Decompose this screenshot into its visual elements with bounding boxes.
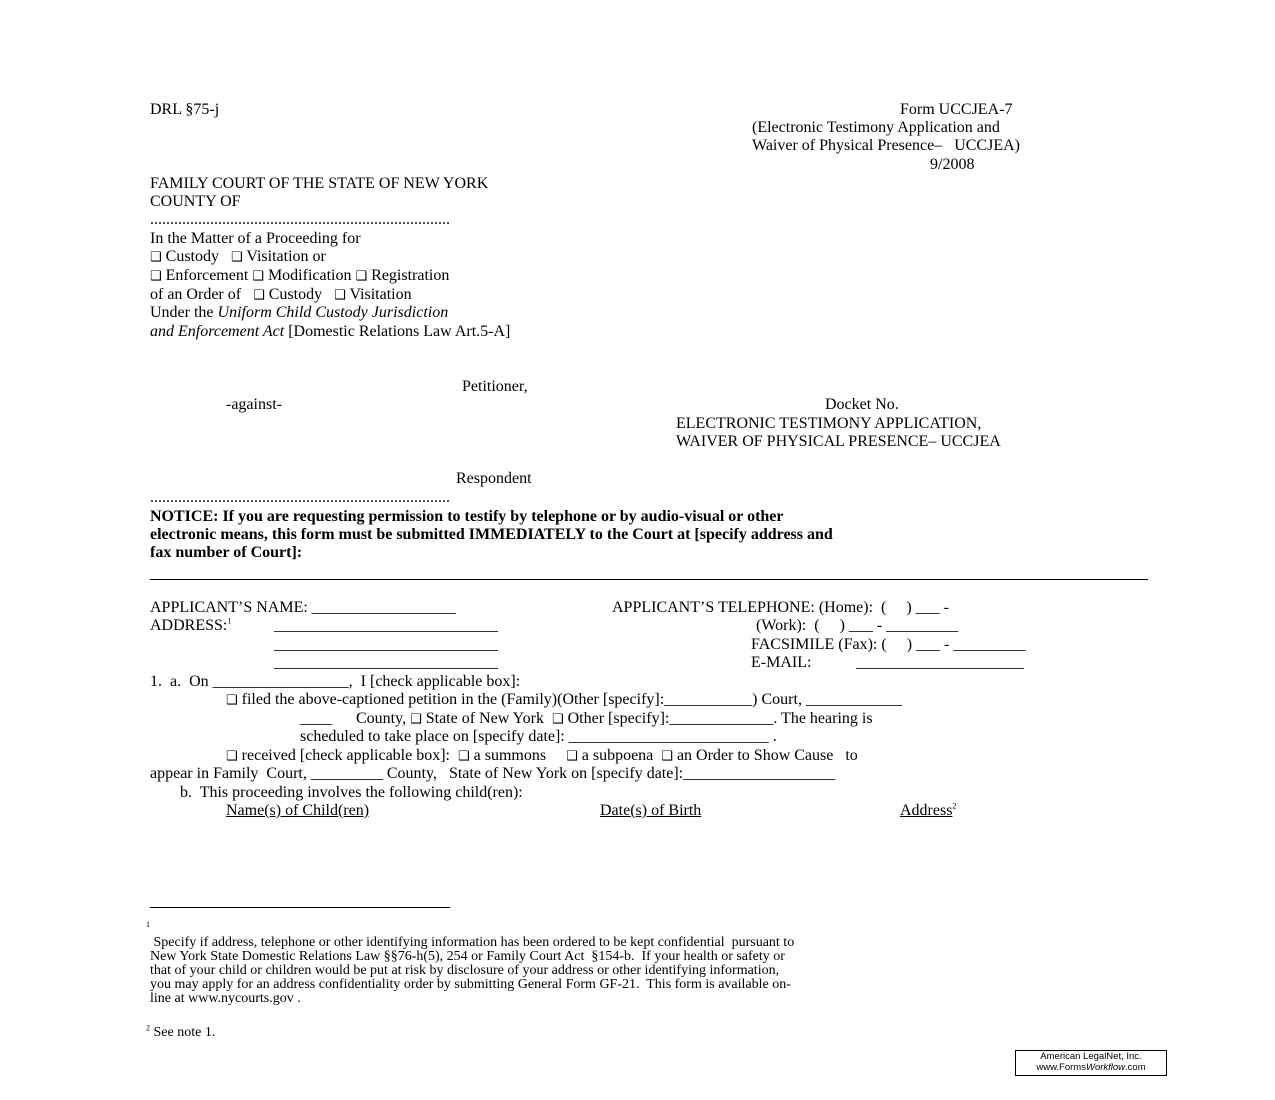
- footnote-2: [146, 1023, 216, 1040]
- registration-label: Registration: [371, 267, 450, 284]
- court-name: FAMILY COURT OF THE STATE OF NEW YORK: [150, 175, 489, 192]
- modification-checkbox[interactable]: ❑: [252, 269, 264, 284]
- notice-line-1: NOTICE: If you are requesting permission to testify by telephone or by audio-visual or other: [150, 508, 784, 525]
- other-state-label: Other [specify]:_____________. The hearing is: [567, 710, 873, 727]
- applicant-name-field[interactable]: APPLICANT’S NAME: __________________: [150, 599, 456, 616]
- publisher-url-part-2: Workflow: [1085, 1061, 1126, 1073]
- publisher-url: [1016, 1063, 1166, 1074]
- county-label: COUNTY OF: [150, 193, 241, 210]
- filed-checkbox[interactable]: ❑: [226, 693, 238, 708]
- caption-act-line-1: [150, 304, 448, 322]
- court-address-line[interactable]: [150, 579, 1148, 580]
- act-name-part-2: and Enforcement Act: [150, 323, 285, 340]
- publisher-url-part-1: www.Forms: [1036, 1061, 1086, 1073]
- other-state-checkbox[interactable]: ❑: [551, 712, 564, 727]
- caption-matter-line: In the Matter of a Proceeding for: [150, 230, 361, 247]
- form-date: 9/2008: [930, 156, 975, 173]
- enforcement-checkbox[interactable]: ❑: [150, 269, 162, 284]
- caption-dots-bottom: ...........................................................................: [150, 489, 450, 506]
- filed-line: [226, 691, 902, 710]
- county-text: County,: [356, 710, 407, 727]
- form-description-2: Waiver of Physical Presence– UCCJEA): [752, 137, 1020, 154]
- visitation-label: Visitation or: [246, 248, 326, 265]
- visitation-checkbox[interactable]: ❑: [231, 250, 243, 265]
- item-1a-label: 1. a. On: [150, 673, 209, 690]
- order-custody-label: Custody: [268, 286, 323, 303]
- subpoena-label: a subpoena: [581, 747, 654, 764]
- enforcement-label: Enforcement: [165, 267, 249, 284]
- respondent-label: Respondent: [456, 470, 532, 487]
- notice-line-2: electronic means, this form must be submitted IMMEDIATELY to the Court at [specify address and: [150, 526, 833, 543]
- order-custody-checkbox[interactable]: ❑: [253, 288, 265, 303]
- caption-options-row-1: [150, 248, 326, 267]
- doc-title-1: ELECTRONIC TESTIMONY APPLICATION,: [676, 415, 982, 432]
- address-line-1[interactable]: ____________________________: [274, 617, 498, 634]
- appear-line[interactable]: appear in Family Court, _________ County, State of New York on [specify date]:___________________: [150, 765, 836, 782]
- notice-line-3: fax number of Court]:: [150, 544, 303, 561]
- publisher-url-part-3: .com: [1125, 1061, 1146, 1073]
- footnote-1-mark: 1: [146, 920, 150, 929]
- county-field[interactable]: ____: [300, 710, 332, 727]
- email-field[interactable]: _____________________: [856, 654, 1024, 671]
- osc-label: an Order to Show Cause: [676, 747, 834, 764]
- act-reference: [Domestic Relations Law Art.5-A]: [284, 323, 511, 340]
- docket-label: Docket No.: [825, 396, 899, 413]
- footnote-1-line-4: you may apply for an address confidentiality order by submitting General Form GF-21. This form is available on-: [150, 977, 791, 992]
- children-address-header-text: Address: [900, 802, 953, 819]
- modification-label: Modification: [267, 267, 352, 284]
- publisher-name: American LegalNet, Inc.: [1040, 1051, 1142, 1062]
- against-label: -against-: [226, 396, 282, 413]
- address-label: [150, 617, 231, 635]
- address-line-2[interactable]: ____________________________: [274, 636, 498, 653]
- form-description-1: (Electronic Testimony Application and: [752, 119, 1000, 136]
- act-name-part-1: Uniform Child Custody Jurisdiction: [217, 304, 449, 321]
- footnote-divider: [150, 907, 450, 908]
- received-line: [226, 747, 858, 766]
- county-line: [300, 710, 873, 729]
- telephone-home-field[interactable]: APPLICANT’S TELEPHONE: (Home): ( ) ___ -: [612, 599, 950, 616]
- osc-checkbox[interactable]: ❑: [661, 749, 673, 764]
- children-address-header: [900, 802, 956, 820]
- to-text: to: [845, 747, 858, 764]
- form-number: Form UCCJEA-7: [900, 101, 1013, 118]
- footnote-1-line-2: New York State Domestic Relations Law §§76-h(5), 254 or Family Court Act §154-b. If your health or safety or: [150, 949, 785, 964]
- filed-text: filed the above-captioned petition in the (Family)(Other [specify]:___________) Court,: [241, 691, 802, 708]
- filed-court-field[interactable]: ____________: [805, 691, 902, 708]
- state-ny-checkbox[interactable]: ❑: [410, 712, 422, 727]
- footnote-1-line-1: Specify if address, telephone or other identifying information has been ordered to be kept confidential pursuant to: [150, 935, 795, 950]
- item-1b-line: b. This proceeding involves the following child(ren):: [180, 784, 523, 801]
- email-label: E-MAIL:: [751, 654, 812, 671]
- caption-act-line-2: [150, 323, 510, 341]
- footnote-2-mark: 2: [146, 1023, 150, 1033]
- order-visitation-checkbox[interactable]: ❑: [334, 288, 346, 303]
- summons-checkbox[interactable]: ❑: [457, 749, 470, 764]
- item-1a-instruction: , I [check applicable box]:: [348, 673, 521, 690]
- footnote-1-line-3: that of your child or children would be put at risk by disclosure of your address or other identifying information,: [150, 963, 780, 978]
- address-footnote-ref-2: 2: [952, 801, 957, 811]
- caption-options-row-2: [150, 267, 449, 286]
- address-line-3[interactable]: ____________________________: [274, 654, 498, 671]
- footnote-1-line-5: line at www.nycourts.gov .: [150, 991, 301, 1006]
- children-names-header: Name(s) of Child(ren): [226, 802, 370, 819]
- publisher-badge[interactable]: [1015, 1050, 1167, 1076]
- subpoena-checkbox[interactable]: ❑: [566, 749, 578, 764]
- state-ny-label: State of New York: [425, 710, 544, 727]
- children-dob-header: Date(s) of Birth: [600, 802, 702, 819]
- item-1a-line: [150, 673, 520, 691]
- received-checkbox[interactable]: ❑: [226, 749, 238, 764]
- summons-label: a summons: [473, 747, 547, 764]
- footnote-2-text: See note 1.: [150, 1025, 216, 1040]
- received-text: received [check applicable box]:: [241, 747, 450, 764]
- item-1a-date-field[interactable]: _________________: [212, 673, 349, 690]
- telephone-work-field[interactable]: (Work): ( ) ___ - _________: [756, 617, 959, 634]
- fax-field[interactable]: FACSIMILE (Fax): ( ) ___ - _________: [751, 636, 1026, 653]
- statute-ref: DRL §75-j: [150, 101, 220, 118]
- address-label-text: ADDRESS:: [150, 617, 228, 634]
- order-of-label: of an Order of: [150, 286, 242, 303]
- petitioner-label: Petitioner,: [462, 378, 528, 395]
- address-footnote-ref: 1: [227, 616, 232, 626]
- registration-checkbox[interactable]: ❑: [355, 269, 368, 284]
- hearing-date-line[interactable]: scheduled to take place on [specify date]: _________________________ .: [300, 728, 777, 745]
- caption-options-row-3: [150, 286, 412, 305]
- under-the-text: Under the: [150, 304, 218, 321]
- order-visitation-label: Visitation: [349, 286, 412, 303]
- custody-label: Custody: [165, 248, 219, 265]
- caption-dots-top: ...........................................................................: [150, 211, 450, 228]
- doc-title-2: WAIVER OF PHYSICAL PRESENCE– UCCJEA: [676, 433, 1001, 450]
- custody-checkbox[interactable]: ❑: [150, 250, 162, 265]
